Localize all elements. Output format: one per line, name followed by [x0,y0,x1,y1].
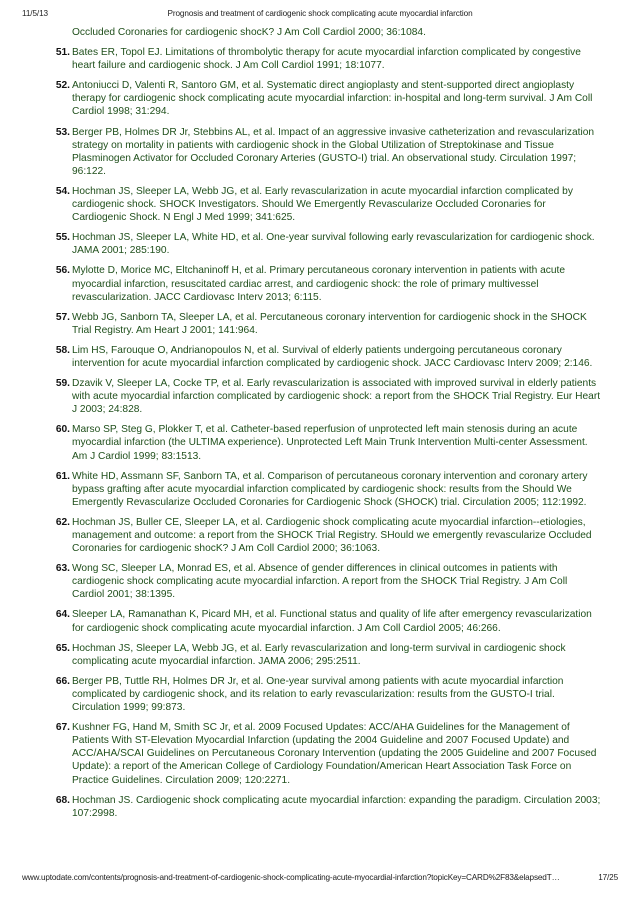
reference-item [42,470,602,509]
reference-item [42,675,602,714]
reference-number: 53. [55,126,70,138]
reference-number: 64. [55,609,70,621]
reference-item [42,516,602,555]
reference-number: 51. [55,47,70,59]
reference-link[interactable]: Lim HS, Farouque O, Andrianopoulos N, et al. Survival of elderly patients undergoing percutaneous coronary intervention for acute myocardial infarction complicated by cardiogenic shock. JACC Cardiovasc Interv 2009; 2:146. [72,344,593,369]
reference-link[interactable]: White HD, Assmann SF, Sanborn TA, et al. Comparison of percutaneous coronary intervention and coronary artery bypass grafting after acute myocardial infarction complicated by cardiogenic shock: results from the Should We Emergently Revascularize Occluded Coronaries for Cardiogenic Shock (SHOCK) trial. Circulation 2005; 112:1992. [72,470,588,508]
reference-number: 60. [55,424,70,436]
page-url: www.uptodate.com/contents/prognosis-and-treatment-of-cardiogenic-shock-complicating-acute-myocardial-infarction?topicKey=CARD%2F83&elapsedT… [22,873,560,882]
reference-item [42,46,602,72]
reference-item [42,423,602,462]
reference-number: 52. [55,80,70,92]
reference-link[interactable]: Hochman JS, Sleeper LA, Webb JG, et al. Early revascularization and long-term survival in cardiogenic shock complicating acute myocardial infarction. JAMA 2006; 295:2511. [72,642,566,667]
reference-item [42,721,602,786]
reference-continuation [42,26,602,39]
reference-number: 61. [55,470,70,482]
reference-item [42,608,602,634]
reference-link[interactable]: Marso SP, Steg G, Plokker T, et al. Catheter-based reperfusion of unprotected left main stenosis during an acute myocardial infarction (the ULTIMA experience). Unprotected Left Main Trunk Intervention Multi-center Assessment. Am J Cardiol 1999; 83:1513. [72,424,588,462]
reference-item [42,264,602,303]
reference-item [42,642,602,668]
reference-link[interactable]: Berger PB, Holmes DR Jr, Stebbins AL, et al. Impact of an aggressive invasive catheterization and revascularization strategy on mortality in patients with cardiogenic shock in the Global Utilization of Streptokinase and Tissue Plasminogen Activator for Occluded Coronary Arteries (GUSTO-I) trial. An observational study. Circulation 1997; 96:122. [72,126,595,177]
reference-link[interactable]: Antoniucci D, Valenti R, Santoro GM, et al. Systematic direct angioplasty and stent-supported direct angioplasty therapy for cardiogenic shock complicating acute myocardial infarction: in-hospital and long-term survival. J Am Coll Cardiol 1998; 31:294. [72,80,593,118]
reference-link[interactable]: Occluded Coronaries for cardiogenic shocK? J Am Coll Cardiol 2000; 36:1084. [72,27,426,38]
reference-number: 59. [55,378,70,390]
reference-link[interactable]: Dzavik V, Sleeper LA, Cocke TP, et al. Early revascularization is associated with improved survival in elderly patients with acute myocardial infarction complicated by cardiogenic shock: a report from the SHOCK Trial Registry. Eur Heart J 2003; 24:828. [72,378,601,416]
reference-link[interactable]: Hochman JS. Cardiogenic shock complicating acute myocardial infarction: expanding the paradigm. Circulation 2003; 107:2998. [72,794,601,819]
reference-item [42,562,602,601]
reference-number: 66. [55,675,70,687]
reference-number: 65. [55,642,70,654]
reference-item [42,126,602,178]
reference-number: 68. [55,794,70,806]
reference-number: 54. [55,185,70,197]
reference-link[interactable]: Hochman JS, Sleeper LA, Webb JG, et al. Early revascularization in acute myocardial infarction complicated by cardiogenic shock. SHOCK Investigators. Should We Emergently Revascularize Occluded Coronaries for Cardiogenic Shock. N Engl J Med 1999; 341:625. [72,185,573,224]
reference-item [42,377,602,416]
reference-number: 67. [55,722,70,734]
reference-number: 62. [55,516,70,528]
reference-number: 57. [55,311,70,323]
reference-link[interactable]: Bates ER, Topol EJ. Limitations of thrombolytic therapy for acute myocardial infarction complicated by congestive heart failure and cardiogenic shock. J Am Coll Cardiol 1991; 18:1077. [72,47,581,72]
reference-link[interactable]: Webb JG, Sanborn TA, Sleeper LA, et al. Percutaneous coronary intervention for cardiogenic shock in the SHOCK Trial Registry. Am Heart J 2001; 141:964. [72,311,587,336]
reference-item [42,79,602,118]
print-header [22,9,618,21]
reference-link[interactable]: Wong SC, Sleeper LA, Monrad ES, et al. Absence of gender differences in clinical outcomes in patients with cardiogenic shock complicating acute myocardial infarction. A report from the SHOCK Trial Registry. J Am Coll Cardiol 2001; 38:1395. [72,563,568,601]
page-number: 17/25 [598,873,618,882]
reference-number: 56. [55,265,70,277]
reference-item [42,344,602,370]
reference-link[interactable]: Sleeper LA, Ramanathan K, Picard MH, et al. Functional status and quality of life after emergency revascularization for cardiogenic shock complicating acute myocardial infarction. J Am Coll Cardiol 2005; 46:266. [72,609,592,634]
reference-number: 63. [55,563,70,575]
reference-link[interactable]: Hochman JS, Sleeper LA, White HD, et al. One-year survival following early revascularization for cardiogenic shock. JAMA 2001; 285:190. [72,232,595,257]
print-footer [22,873,618,885]
reference-link[interactable]: Kushner FG, Hand M, Smith SC Jr, et al. 2009 Focused Updates: ACC/AHA Guidelines for the Management of Patients With ST-Elevation Myocardial Infarction (updating the 2004 Guideline and 2007 Focused Update) and ACC/AHA/SCAI Guidelines on Percutaneous Coronary Intervention (updating the 2005 Guideline and 2007 Focused Update): a report of the American College of Cardiology Foundation/American Heart Association Task Force on Practice Guidelines. Circulation 2009; 120:2271. [72,722,597,786]
reference-item [42,185,602,224]
reference-number: 58. [55,344,70,356]
reference-link[interactable]: Berger PB, Tuttle RH, Holmes DR Jr, et al. One-year survival among patients with acute myocardial infarction complicated by cardiogenic shock, and its relation to early revascularization: results from the GUSTO-I trial. Circulation 1999; 99:873. [72,675,564,714]
print-page-title: Prognosis and treatment of cardiogenic shock complicating acute myocardial infarction [167,9,473,18]
print-date: 11/5/13 [22,9,49,18]
reference-list [42,26,602,827]
reference-number: 55. [55,232,70,244]
reference-item [42,311,602,337]
reference-item [42,231,602,257]
reference-link[interactable]: Hochman JS, Buller CE, Sleeper LA, et al. Cardiogenic shock complicating acute myocardial infarction--etiologies, management and outcome: a report from the SHOCK Trial Registry. SHould we emergently revascularize Occluded Coronaries for cardiogenic shocK? J Am Coll Cardiol 2000; 36:1063. [72,516,592,555]
reference-link[interactable]: Mylotte D, Morice MC, Eltchaninoff H, et al. Primary percutaneous coronary intervention in patients with acute myocardial infarction, resuscitated cardiac arrest, and cardiogenic shock: the role of primary multivessel revascularization. JACC Cardiovasc Interv 2013; 6:115. [72,265,565,303]
reference-item [42,794,602,820]
